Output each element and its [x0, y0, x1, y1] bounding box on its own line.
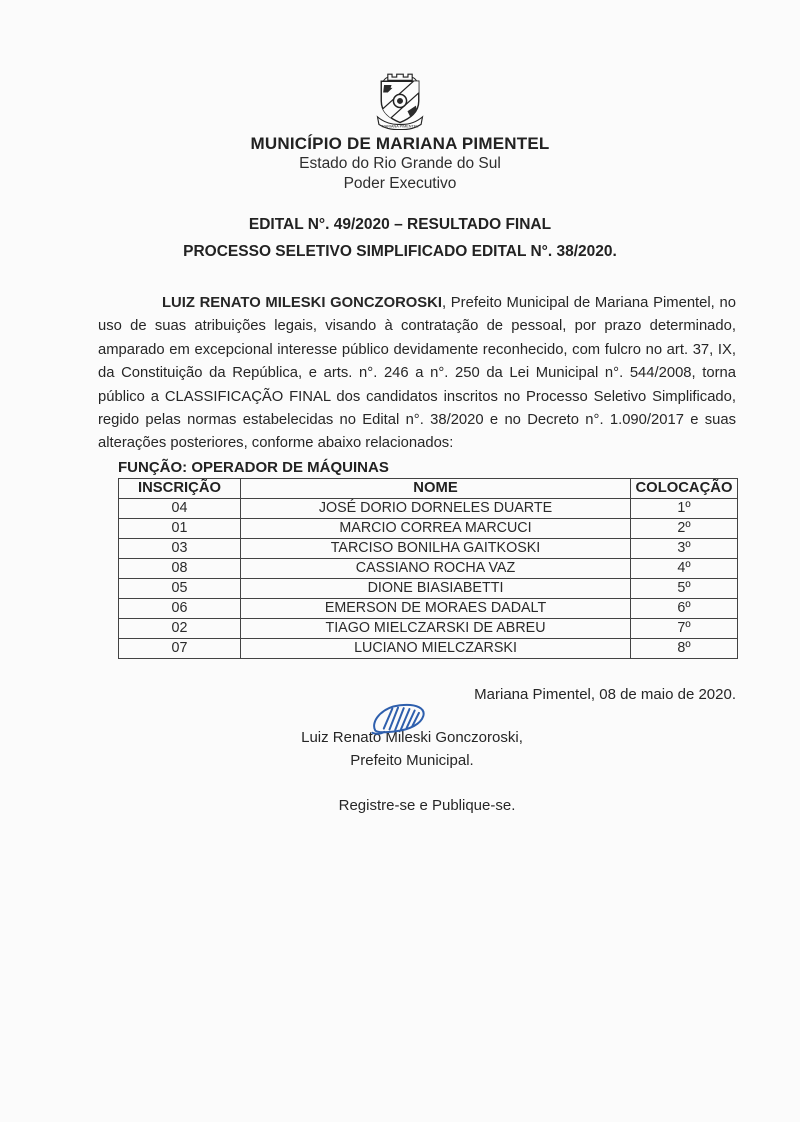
municipality-name: MUNICÍPIO DE MARIANA PIMENTEL [250, 134, 550, 153]
branch-line: Poder Executivo [343, 175, 457, 192]
column-header-nome: NOME [241, 478, 631, 498]
cell-inscricao: 04 [119, 498, 241, 518]
column-header-colocacao: COLOCAÇÃO [631, 478, 738, 498]
cell-nome: DIONE BIASIABETTI [241, 578, 631, 598]
edital-titles [0, 216, 800, 261]
intro-paragraph [98, 292, 736, 456]
cell-colocacao: 1º [631, 498, 738, 518]
signature-title: Prefeito Municipal. [350, 751, 474, 769]
table-header-row [119, 478, 738, 498]
document-body [98, 292, 736, 659]
crest-banner-text: MARIANA PIMENTEL [381, 124, 419, 129]
table-row [119, 618, 738, 638]
signature-name: Luiz Renato Mileski Gonczoroski, [301, 728, 523, 746]
cell-inscricao: 06 [119, 598, 241, 618]
mayor-name-bold: LUIZ RENATO MILESKI GONCZOROSKI [162, 295, 442, 311]
cell-colocacao: 5º [631, 578, 738, 598]
state-line: Estado do Rio Grande do Sul [299, 155, 501, 172]
edital-subtitle: PROCESSO SELETIVO SIMPLIFICADO EDITAL N°. 38/2020. [183, 243, 617, 260]
cell-nome: MARCIO CORREA MARCUCI [241, 518, 631, 538]
intro-text: , Prefeito Municipal de Mariana Pimentel, no uso de suas atribuições legais, visando à contratação de pessoal, por prazo determinado, amparado em excepcional interesse público devidamente reconhecido, com fulcro no art. 37, IX, da Constituição da República, e arts. n°. 246 a n°. 250 da Lei Municipal n°. 544/2008, torna público a CLASSIFICAÇÃO FINAL dos candidatos inscritos no Processo Seletivo Simplificado, regido pelas normas estabelecidas no Edital n°. 38/2020 e no Decreto n°. 1.090/2017 e suas alterações posteriores, conforme abaixo relacionados: [98, 295, 736, 452]
cell-colocacao: 7º [631, 618, 738, 638]
function-label: FUNÇÃO: OPERADOR DE MÁQUINAS [118, 458, 389, 476]
document-header [0, 70, 800, 194]
cell-inscricao: 03 [119, 538, 241, 558]
cell-colocacao: 2º [631, 518, 738, 538]
cell-inscricao: 01 [119, 518, 241, 538]
cell-colocacao: 8º [631, 638, 738, 658]
cell-nome: CASSIANO ROCHA VAZ [241, 558, 631, 578]
dateline: Mariana Pimentel, 08 de maio de 2020. [474, 685, 736, 703]
cell-nome: LUCIANO MIELCZARSKI [241, 638, 631, 658]
table-row [119, 598, 738, 618]
edital-title: EDITAL N°. 49/2020 – RESULTADO FINAL [248, 216, 552, 233]
cell-nome: TIAGO MIELCZARSKI DE ABREU [241, 618, 631, 638]
table-row [119, 578, 738, 598]
cell-nome: EMERSON DE MORAES DADALT [241, 598, 631, 618]
table-row [119, 558, 738, 578]
cell-inscricao: 08 [119, 558, 241, 578]
cell-inscricao: 02 [119, 618, 241, 638]
results-table [118, 478, 738, 659]
cell-colocacao: 6º [631, 598, 738, 618]
table-row [119, 518, 738, 538]
final-order: Registre-se e Publique-se. [338, 796, 516, 814]
cell-colocacao: 3º [631, 538, 738, 558]
table-row [119, 638, 738, 658]
cell-nome: JOSÉ DORIO DORNELES DUARTE [241, 498, 631, 518]
signature-block [12, 728, 800, 770]
table-row [119, 498, 738, 518]
municipal-crest-icon [371, 70, 429, 130]
table-row [119, 538, 738, 558]
cell-nome: TARCISO BONILHA GAITKOSKI [241, 538, 631, 558]
cell-inscricao: 07 [119, 638, 241, 658]
cell-colocacao: 4º [631, 558, 738, 578]
signature-wrap [301, 728, 523, 747]
column-header-inscricao: INSCRIÇÃO [119, 478, 241, 498]
cell-inscricao: 05 [119, 578, 241, 598]
